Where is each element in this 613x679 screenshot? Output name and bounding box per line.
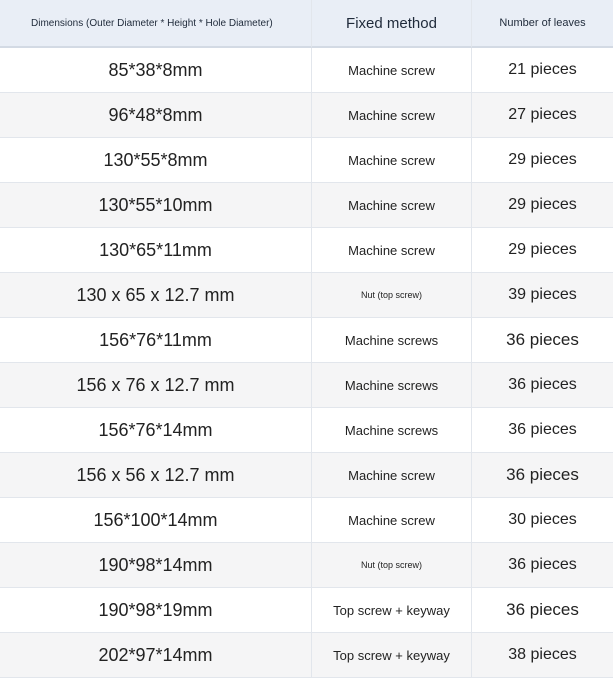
cell-dimensions: 202*97*14mm — [0, 633, 312, 678]
header-dimensions: Dimensions (Outer Diameter * Height * Hole Diameter) — [0, 0, 312, 48]
cell-leaves: 36 pieces — [472, 588, 613, 633]
cell-fixed-method: Nut (top screw) — [312, 273, 472, 318]
cell-fixed-method: Machine screw — [312, 48, 472, 93]
cell-fixed-method: Machine screw — [312, 498, 472, 543]
cell-leaves: 27 pieces — [472, 93, 613, 138]
cell-fixed-method: Machine screws — [312, 408, 472, 453]
header-number-of-leaves: Number of leaves — [472, 0, 613, 48]
cell-fixed-method: Machine screw — [312, 228, 472, 273]
cell-leaves: 36 pieces — [472, 543, 613, 588]
cell-leaves: 36 pieces — [472, 318, 613, 363]
header-fixed-method: Fixed method — [312, 0, 472, 48]
cell-dimensions: 130 x 65 x 12.7 mm — [0, 273, 312, 318]
cell-dimensions: 156*100*14mm — [0, 498, 312, 543]
cell-dimensions: 190*98*19mm — [0, 588, 312, 633]
cell-dimensions: 156*76*14mm — [0, 408, 312, 453]
cell-leaves: 30 pieces — [472, 498, 613, 543]
cell-leaves: 38 pieces — [472, 633, 613, 678]
cell-leaves: 29 pieces — [472, 138, 613, 183]
cell-fixed-method: Top screw + keyway — [312, 588, 472, 633]
cell-fixed-method: Machine screws — [312, 318, 472, 363]
cell-leaves: 36 pieces — [472, 408, 613, 453]
cell-dimensions: 96*48*8mm — [0, 93, 312, 138]
cell-dimensions: 85*38*8mm — [0, 48, 312, 93]
cell-dimensions: 190*98*14mm — [0, 543, 312, 588]
cell-fixed-method: Top screw + keyway — [312, 633, 472, 678]
cell-dimensions: 156*76*11mm — [0, 318, 312, 363]
cell-fixed-method: Machine screw — [312, 93, 472, 138]
cell-leaves: 39 pieces — [472, 273, 613, 318]
cell-leaves: 29 pieces — [472, 228, 613, 273]
cell-leaves: 21 pieces — [472, 48, 613, 93]
cell-dimensions: 156 x 56 x 12.7 mm — [0, 453, 312, 498]
cell-fixed-method: Machine screw — [312, 183, 472, 228]
cell-dimensions: 156 x 76 x 12.7 mm — [0, 363, 312, 408]
cell-leaves: 36 pieces — [472, 453, 613, 498]
cell-dimensions: 130*65*11mm — [0, 228, 312, 273]
cell-leaves: 29 pieces — [472, 183, 613, 228]
cell-fixed-method: Machine screws — [312, 363, 472, 408]
cell-fixed-method: Nut (top screw) — [312, 543, 472, 588]
cell-leaves: 36 pieces — [472, 363, 613, 408]
cell-dimensions: 130*55*8mm — [0, 138, 312, 183]
cell-fixed-method: Machine screw — [312, 138, 472, 183]
cell-dimensions: 130*55*10mm — [0, 183, 312, 228]
cell-fixed-method: Machine screw — [312, 453, 472, 498]
